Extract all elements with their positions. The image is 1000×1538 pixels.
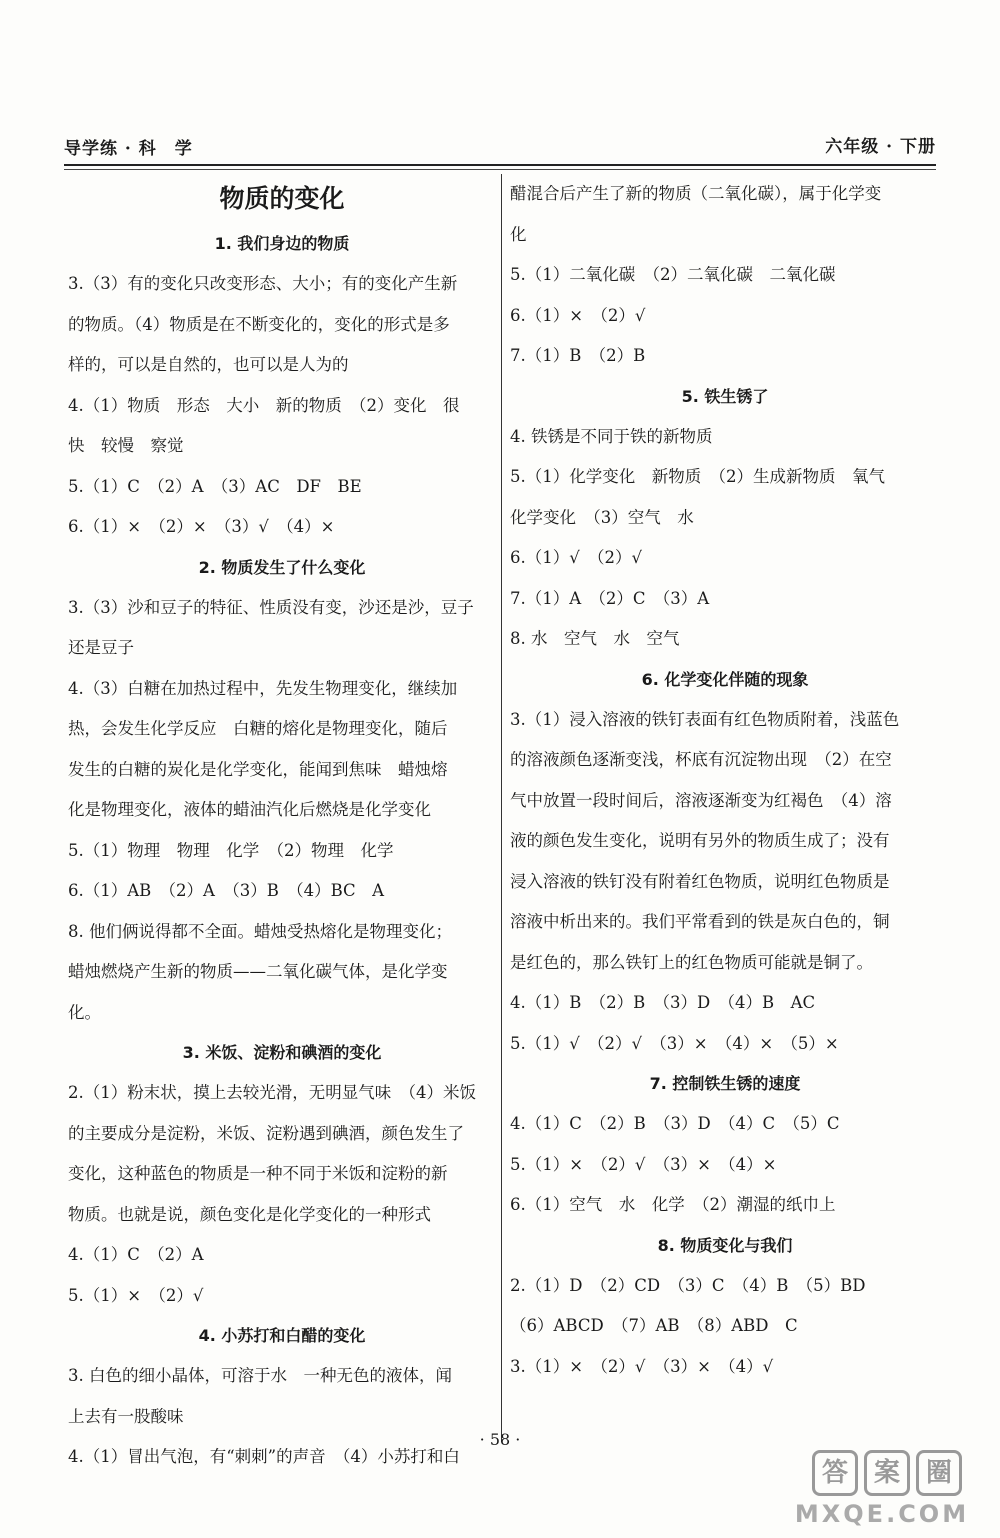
answer-line: 8. 水 空气 水 空气 — [510, 629, 680, 648]
watermark-logo — [782, 1450, 982, 1532]
watermark-char: 圈 — [916, 1450, 962, 1496]
answer-line: 热，会发生化学反应 白糖的熔化是物理变化，随后 — [68, 719, 448, 738]
page-number: · 58 · — [479, 1430, 521, 1449]
left-column — [68, 174, 496, 1478]
answer-line: 化是物理变化，液体的蜡油汽化后燃烧是化学变化 — [68, 800, 431, 819]
watermark-char: 案 — [864, 1450, 910, 1496]
answer-line: 是红色的，那么铁钉上的红色物质可能就是铜了。 — [510, 952, 873, 972]
answer-line: 3.（1）浸入溶液的铁钉表面有红色物质附着，浅蓝色 — [510, 709, 900, 729]
answer-line: 2.（1）粉末状，摸上去较光滑，无明显气味 （4）米饭 — [68, 1083, 476, 1102]
answer-line: 化。 — [68, 1002, 101, 1022]
answer-line: 4.（1）B （2）B （3）D （4）B AC — [510, 993, 816, 1012]
section-heading: 8. 物质变化与我们 — [657, 1235, 793, 1255]
watermark-char: 答 — [812, 1450, 858, 1496]
answer-line: 醋混合后产生了新的物质（二氧化碳），属于化学变 — [510, 184, 882, 203]
column-divider — [501, 174, 502, 1442]
answer-line: 4.（3）白糖在加热过程中，先发生物理变化，继续加 — [68, 678, 458, 698]
answer-line: 3. 白色的细小晶体，可溶于水 一种无色的液体，闻 — [68, 1366, 452, 1385]
answer-line: 液的颜色发生变化，说明有另外的物质生成了；没有 — [510, 831, 890, 850]
answer-line: 6.（1）× （2）√ — [510, 305, 646, 325]
answer-line: 3.（1）× （2）√ （3）× （4）√ — [510, 1356, 774, 1376]
answer-line: 5.（1）× （2）√ （3）× （4）× — [510, 1154, 777, 1174]
answer-line: 5.（1）× （2）√ — [68, 1285, 204, 1305]
answer-line: 还是豆子 — [68, 638, 134, 657]
answer-line: 8. 他们俩说得都不全面。蜡烛受热熔化是物理变化； — [68, 921, 452, 941]
answer-line: 浸入溶液的铁钉没有附着红色物质，说明红色物质是 — [510, 871, 890, 891]
section-heading: 6. 化学变化伴随的现象 — [641, 669, 809, 689]
answer-line: 4.（1）C （2）B （3）D （4）C （5）C — [510, 1114, 840, 1133]
header-book-subject: 导学练 · 科 学 — [64, 139, 193, 159]
answer-line: 6.（1）√ （2）√ — [510, 548, 643, 567]
answer-line: 气中放置一段时间后，溶液逐渐变为红褐色 （4）溶 — [510, 790, 892, 810]
answer-line: 上去有一股酸味 — [68, 1406, 184, 1426]
answer-line: 7.（1）A （2）C （3）A — [510, 588, 710, 608]
answer-line: 4.（1）物质 形态 大小 新的物质 （2）变化 很 — [68, 395, 460, 415]
answer-line: 快 较慢 察觉 — [68, 436, 184, 455]
section-heading: 2. 物质发生了什么变化 — [198, 557, 366, 577]
answer-line: 4. 铁锈是不同于铁的新物质 — [510, 426, 713, 446]
answer-line: 5.（1）√ （2）√ （3）× （4）× （5）× — [510, 1033, 839, 1053]
answer-line: 变化，这种蓝色的物质是一种不同于米饭和淀粉的新 — [68, 1164, 448, 1183]
answer-line: 5.（1）物理 物理 化学 （2）物理 化学 — [68, 840, 394, 860]
answer-line: 化学变化 （3）空气 水 — [510, 507, 694, 527]
answer-line: 的主要成分是淀粉，米饭、淀粉遇到碘酒，颜色发生了 — [68, 1123, 464, 1143]
answer-line: 物质。也就是说，颜色变化是化学变化的一种形式 — [68, 1204, 431, 1224]
answer-line: 化 — [510, 224, 527, 244]
section-heading: 4. 小苏打和白醋的变化 — [198, 1326, 366, 1345]
answer-line: 5.（1）C （2）A （3）AC DF BE — [68, 476, 362, 496]
answer-line: 5.（1）二氧化碳 （2）二氧化碳 二氧化碳 — [510, 265, 836, 284]
right-column — [510, 174, 940, 1387]
answer-line: 7.（1）B （2）B — [510, 346, 646, 365]
answer-line: 6.（1）空气 水 化学 （2）潮湿的纸巾上 — [510, 1195, 836, 1214]
answer-line: 的溶液颜色逐渐变浅，杯底有沉淀物出现 （2）在空 — [510, 750, 892, 769]
answer-line: 发生的白糖的炭化是化学变化，能闻到焦味 蜡烛熔 — [68, 759, 448, 779]
answer-line: 的物质。（4）物质是在不断变化的，变化的形式是多 — [68, 314, 450, 334]
header-rule-thin — [64, 169, 936, 170]
answer-line: 3.（3）沙和豆子的特征、性质没有变，沙还是沙，豆子 — [68, 597, 474, 617]
answer-line: 3.（3）有的变化只改变形态、大小；有的变化产生新 — [68, 274, 458, 293]
answer-line: 4.（1）C （2）A — [68, 1245, 204, 1264]
header-grade-volume: 六年级 · 下册 — [825, 137, 936, 157]
answer-line: 6.（1）× （2）× （3）√ （4）× — [68, 517, 335, 536]
watermark-text: MXQE.COM — [794, 1500, 970, 1528]
section-heading: 3. 米饭、淀粉和碘酒的变化 — [182, 1043, 382, 1062]
section-heading: 5. 铁生锈了 — [681, 386, 769, 406]
answer-line: 2.（1）D （2）CD （3）C （4）B （5）BD — [510, 1275, 866, 1295]
answer-line: 蜡烛燃烧产生新的物质——二氧化碳气体，是化学变 — [68, 962, 448, 981]
answer-line: （6）ABCD （7）AB （8）ABD C — [510, 1316, 798, 1335]
section-heading: 1. 我们身边的物质 — [214, 234, 350, 253]
answer-line: 6.（1）AB （2）A （3）B （4）BC A — [68, 881, 385, 900]
answer-line: 样的，可以是自然的，也可以是人为的 — [68, 355, 349, 374]
section-heading: 7. 控制铁生锈的速度 — [649, 1074, 801, 1093]
header-rule — [64, 164, 936, 166]
chapter-title: 物质的变化 — [219, 184, 345, 213]
answer-line: 5.（1）化学变化 新物质 （2）生成新物质 氧气 — [510, 467, 885, 486]
answer-line: 4.（1）冒出气泡，有“刺刺”的声音 （4）小苏打和白 — [68, 1447, 460, 1466]
answer-line: 溶液中析出来的。我们平常看到的铁是灰白色的，铜 — [510, 912, 890, 931]
page-header — [64, 128, 936, 168]
